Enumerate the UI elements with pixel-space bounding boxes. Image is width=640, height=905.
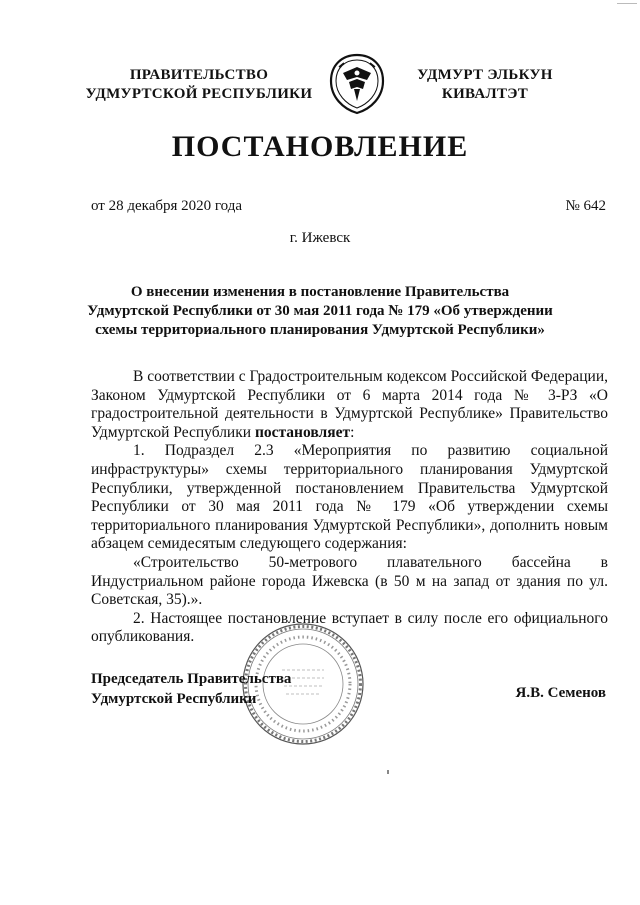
header-left-line1: ПРАВИТЕЛЬСТВО — [129, 67, 269, 83]
document-body — [91, 368, 608, 647]
body-quote: «Строительство 50-метрового плавательного бассейна в Индустриальном районе города Ижевска (в 50 м на запад от здания по ул. Советская, 35).». — [91, 553, 608, 609]
header-right-line2: КИВАЛТЭТ — [441, 86, 529, 102]
header-left — [84, 66, 314, 104]
coat-of-arms-icon — [327, 53, 387, 115]
header-right-line1: УДМУРТ ЭЛЬКУН — [417, 67, 553, 83]
title-line3: схемы территориального планирования Удмуртской Республики» — [95, 322, 545, 338]
title-line2: Удмуртской Республики от 30 мая 2011 года № 179 «Об утверждении — [87, 303, 553, 319]
header-right — [400, 66, 570, 104]
document-date: от 28 декабря 2020 года — [91, 198, 243, 214]
intro-text: В соответствии с Градостроительным кодексом Российской Федерации, Законом Удмуртской Республики от 6 марта 2014 года № 3-РЗ «О градостроительной деятельности в Удмуртской Республике» Правительство Удмуртской Республики — [91, 368, 608, 441]
body-item-2: 2. Настоящее постановление вступает в силу после его официального опубликования. — [91, 609, 608, 646]
title-line1: О внесении изменения в постановление Правительства — [130, 284, 510, 300]
document-type: ПОСТАНОВЛЕНИЕ — [171, 130, 469, 163]
signature-name: Я.В. Семенов — [515, 685, 606, 701]
body-item-1: 1. Подраздел 2.3 «Мероприятия по развитию социальной инфраструктуры» схемы территориального планирования Удмуртской Республики, утвержденной постановлением Правительства Удмуртской Республики от 30 мая 2011 года № 179 «Об утверждении схемы территориального планирования Удмуртской Республики», дополнить новым абзацем семидесятым следующего содержания: — [91, 442, 608, 553]
body-intro — [91, 368, 608, 442]
signature-position — [91, 669, 291, 709]
intro-end: : — [350, 423, 355, 441]
document-number: № 642 — [565, 198, 606, 214]
document-city: г. Ижевск — [289, 230, 351, 246]
document-title — [60, 283, 580, 340]
signature-position-line2: Удмуртской Республики — [91, 691, 257, 707]
scan-mark-top — [617, 3, 637, 4]
intro-bold: постановляет — [254, 423, 351, 441]
header-left-line2: УДМУРТСКОЙ РЕСПУБЛИКИ — [85, 86, 313, 102]
scan-mark — [387, 770, 389, 774]
signature-position-line1: Председатель Правительства — [91, 671, 292, 687]
